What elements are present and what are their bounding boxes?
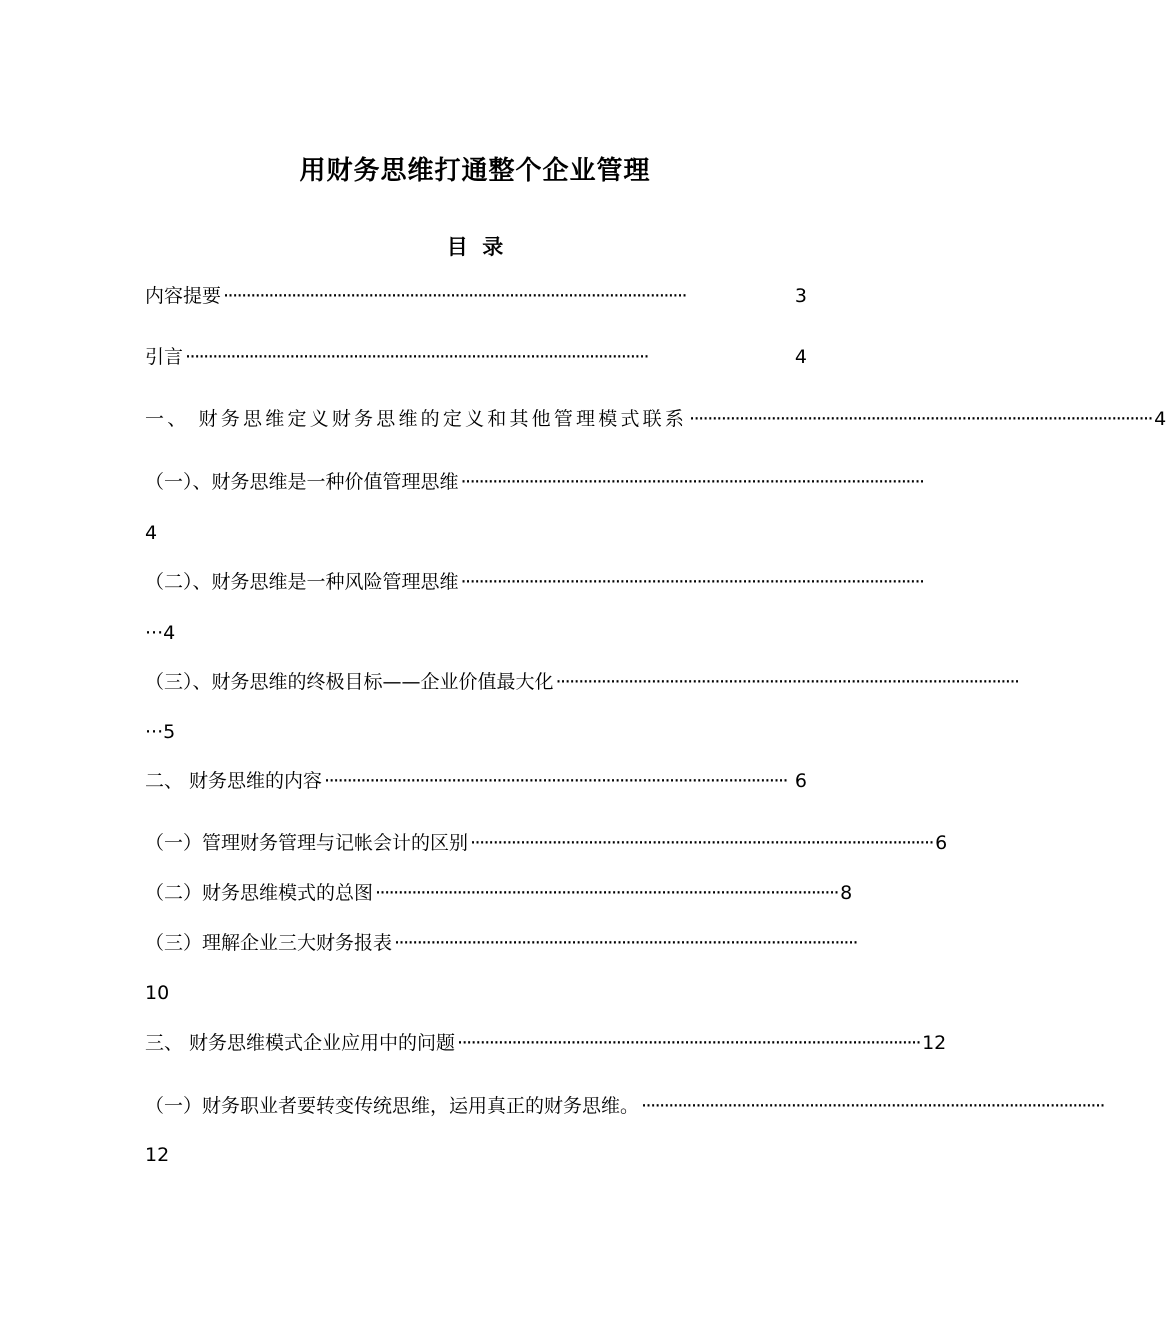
toc-leader-dots: ······································································································: [324, 770, 788, 792]
toc-page-number: 3: [794, 285, 807, 307]
toc-entry[interactable]: [145, 929, 858, 957]
toc-leader-dots: ······································································································: [641, 1095, 1105, 1117]
toc-entry[interactable]: [145, 568, 924, 596]
toc-entry-text: （三）、财务思维的终极目标——企业价值最大化: [145, 671, 554, 693]
toc-entry[interactable]: [145, 1092, 1105, 1120]
toc-page-number: 12: [922, 1032, 947, 1054]
toc-entry[interactable]: [145, 1029, 947, 1057]
toc-page-number: 8: [840, 882, 853, 904]
toc-entry-text: （二）财务思维模式的总图: [145, 882, 374, 904]
toc-entry-text: （一）、财务思维是一种价值管理思维: [145, 471, 459, 493]
toc-leader-dots: ······································································································: [185, 346, 649, 368]
toc-entry-text: （三）理解企业三大财务报表: [145, 932, 393, 954]
toc-entry-text: （一）财务职业者要转变传统思维，运用真正的财务思维。: [145, 1095, 640, 1117]
toc-leader-dots: ······································································································: [689, 408, 1153, 430]
toc-page-number: 4: [794, 346, 807, 368]
toc-page-number: 4: [1154, 408, 1166, 430]
toc-leader-dots: ······································································································: [460, 571, 924, 593]
toc-entry[interactable]: [145, 767, 807, 795]
toc-entry-text: （二）、财务思维是一种风险管理思维: [145, 571, 459, 593]
toc-entry-text: 引言: [145, 346, 184, 368]
toc-leader-dots: ······································································································: [375, 882, 839, 904]
toc-page-number-continuation: 12: [145, 1144, 170, 1166]
document-title: 用财务思维打通整个企业管理: [299, 156, 651, 186]
toc-entry[interactable]: [145, 405, 1166, 433]
toc-page-number-continuation: 4: [145, 522, 158, 544]
toc-leader-dots: ······································································································: [457, 1032, 921, 1054]
toc-heading: 目 录: [446, 235, 504, 259]
toc-page-number: 6: [935, 832, 948, 854]
toc-entry-text: 一、 财务思维定义财务思维的定义和其他管理模式联系: [145, 408, 688, 430]
toc-page-number-continuation: ···4: [145, 622, 176, 644]
toc-entry[interactable]: [145, 343, 807, 371]
toc-entry[interactable]: [145, 829, 948, 857]
toc-page-number: 6: [794, 770, 807, 792]
toc-leader-dots: ······································································································: [460, 471, 924, 493]
toc-leader-dots: ······································································································: [394, 932, 858, 954]
toc-entry-text: 内容提要: [145, 285, 222, 307]
toc-leader-dots: ······································································································: [223, 285, 687, 307]
toc-entry[interactable]: [145, 282, 807, 310]
toc-entry-text: （一）管理财务管理与记帐会计的区别: [145, 832, 469, 854]
toc-entry-text: 三、 财务思维模式企业应用中的问题: [145, 1032, 456, 1054]
toc-entry[interactable]: [145, 468, 924, 496]
toc-page-number-continuation: ···5: [145, 721, 176, 743]
toc-page-number-continuation: 10: [145, 982, 170, 1004]
toc-leader-dots: ······································································································: [470, 832, 934, 854]
toc-entry-text: 二、 财务思维的内容: [145, 770, 323, 792]
toc-entry[interactable]: [145, 879, 853, 907]
toc-leader-dots: ······································································································: [555, 671, 1019, 693]
toc-entry[interactable]: [145, 668, 1019, 696]
